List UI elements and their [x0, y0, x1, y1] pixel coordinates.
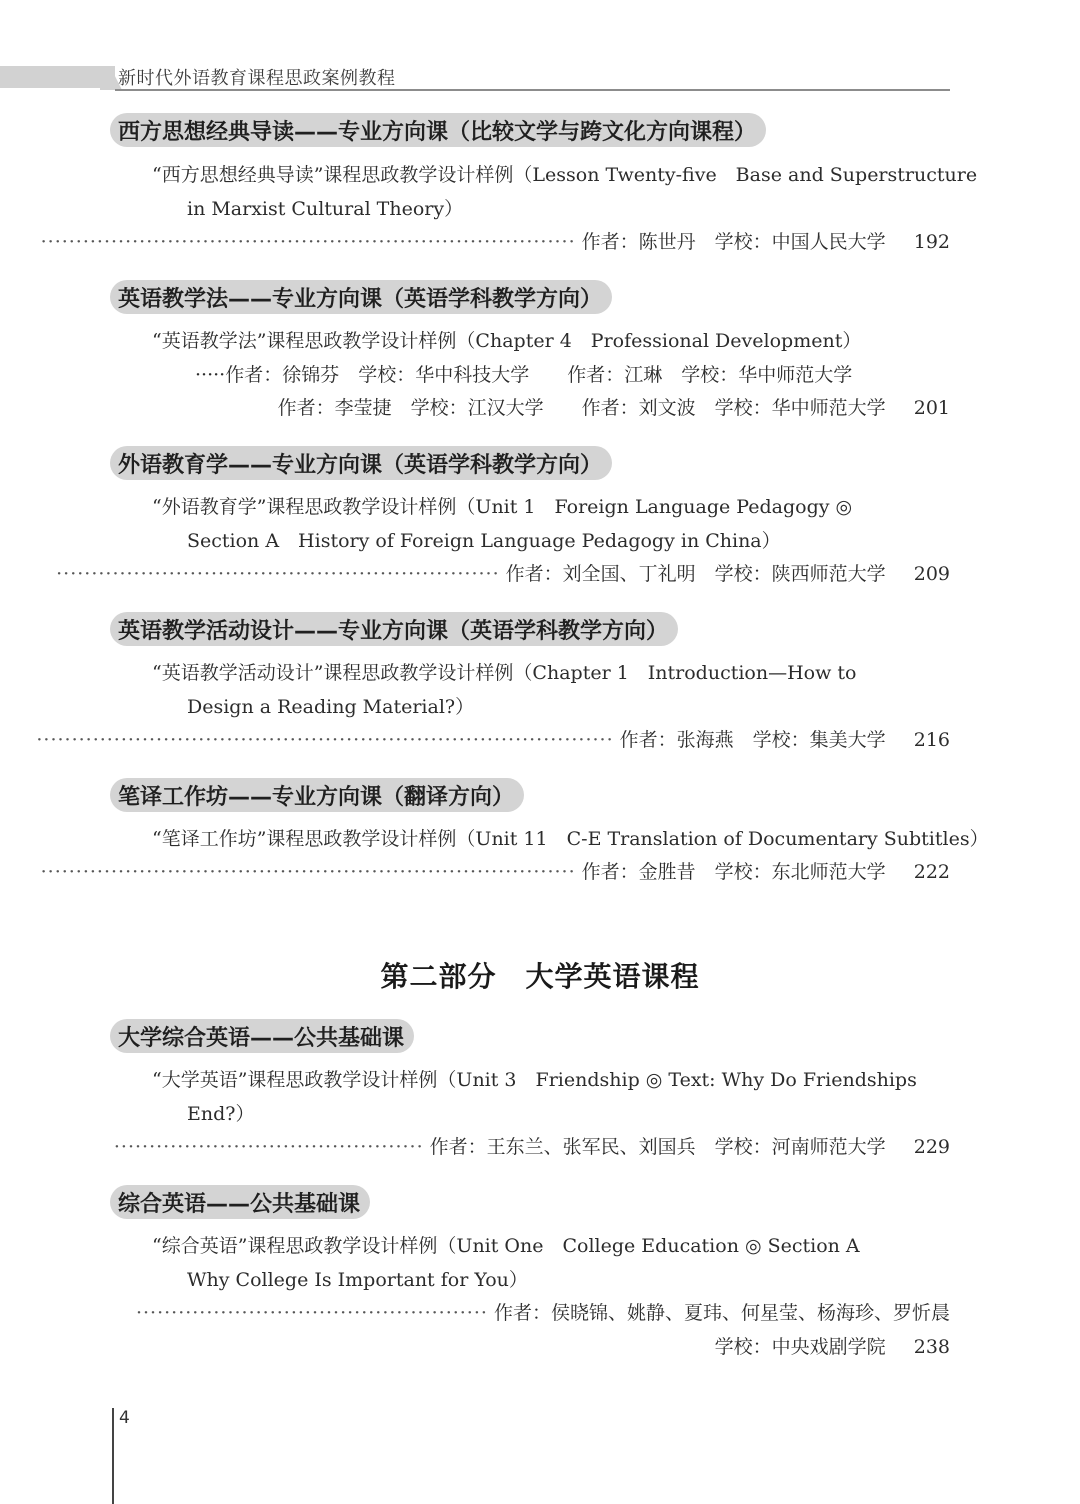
toc-entry-title-cont[interactable]: in Marxist Cultural Theory） [187, 198, 464, 220]
leader-dots: ·················································· [135, 1302, 488, 1324]
footer-rule [112, 1408, 114, 1504]
author-school: 作者：张海燕 学校：集美大学 [619, 729, 886, 751]
folio-page-number: 4 [119, 1408, 130, 1428]
page-number[interactable]: 201 [913, 397, 950, 419]
page-number[interactable]: 192 [913, 231, 950, 253]
toc-entry-title[interactable]: “外语教育学”课程思政教学设计样例（Unit 1 Foreign Language Pedagogy ◎ [152, 496, 853, 518]
toc-entry-title-cont[interactable]: Design a Reading Material?） [187, 696, 475, 718]
toc-entry-title[interactable]: “英语教学活动设计”课程思政教学设计样例（Chapter 1 Introduction—How to [152, 662, 857, 684]
toc-entry-author-line [278, 393, 950, 420]
leader-dots: ······························································· [56, 563, 500, 585]
toc-entry-author-line [41, 227, 950, 254]
toc-entry-title[interactable]: “英语教学法”课程思政教学设计样例（Chapter 4 Professional Development） [152, 330, 862, 352]
author-school: 作者：金胜昔 学校：东北师范大学 [581, 861, 886, 883]
part-title: 第二部分 大学英语课程 [380, 960, 700, 993]
running-header-title: 新时代外语教育课程思政案例教程 [118, 68, 396, 89]
toc-entry-title[interactable]: “大学英语”课程思政教学设计样例（Unit 3 Friendship ◎ Text: Why Do Friendships [152, 1069, 917, 1091]
author-school: 作者：刘全国、丁礼明 学校：陕西师范大学 [505, 563, 886, 585]
page-number[interactable]: 238 [913, 1336, 950, 1358]
toc-entry-author-line [136, 1298, 950, 1325]
toc-entry-title-cont[interactable]: End?） [187, 1103, 255, 1125]
toc-entry-title[interactable]: “笔译工作坊”课程思政教学设计样例（Unit 11 C-E Translation of Documentary Subtitles） [152, 828, 989, 850]
toc-entry-author-line [36, 725, 950, 752]
section-heading: 英语教学活动设计——专业方向课（英语学科教学方向） [110, 612, 678, 646]
page-number[interactable]: 216 [913, 729, 950, 751]
leader-dots: ············································································ [40, 861, 576, 883]
author-school: 作者：陈世丹 学校：中国人民大学 [581, 231, 886, 253]
page-number[interactable]: 209 [913, 563, 950, 585]
toc-entry-title[interactable]: “西方思想经典导读”课程思政教学设计样例（Lesson Twenty-five Base and Superstructure [152, 164, 978, 186]
section-heading: 外语教育学——专业方向课（英语学科教学方向） [110, 446, 612, 480]
page-number[interactable]: 222 [913, 861, 950, 883]
toc-entry-author-line: ·····作者：徐锦芬 学校：华中科技大学 作者：江琳 学校：华中师范大学 [195, 364, 853, 386]
toc-entry-title-cont[interactable]: Section A History of Foreign Language Pedagogy in China） [187, 530, 781, 552]
toc-entry-school-line [715, 1332, 950, 1359]
header-tab-decoration [0, 66, 115, 88]
page-number[interactable]: 229 [913, 1136, 950, 1158]
leader-dots: ············································································ [40, 231, 576, 253]
toc-entry-author-line [41, 857, 950, 884]
leader-dots: ·················································································· [36, 729, 614, 751]
section-heading: 西方思想经典导读——专业方向课（比较文学与跨文化方向课程） [110, 113, 766, 147]
section-heading: 大学综合英语——公共基础课 [110, 1019, 414, 1053]
section-heading: 综合英语——公共基础课 [110, 1185, 370, 1219]
author-school: 作者：王东兰、张军民、刘国兵 学校：河南师范大学 [429, 1136, 886, 1158]
section-heading: 英语教学法——专业方向课（英语学科教学方向） [110, 280, 612, 314]
toc-entry-title[interactable]: “综合英语”课程思政教学设计样例（Unit One College Education ◎ Section A [152, 1235, 860, 1257]
leader-dots: ············································ [113, 1136, 424, 1158]
toc-entry-title-cont[interactable]: Why College Is Important for You） [187, 1269, 528, 1291]
school: 学校：中央戏剧学院 [714, 1336, 886, 1358]
toc-entry-author-line [56, 559, 950, 586]
author-list: 作者：侯晓锦、姚静、夏玮、何星莹、杨海珍、罗忻晨 [493, 1302, 950, 1324]
section-heading: 笔译工作坊——专业方向课（翻译方向） [110, 778, 524, 812]
author-school: 作者：李莹捷 学校：江汉大学 作者：刘文波 学校：华中师范大学 [277, 397, 886, 419]
toc-entry-author-line [114, 1132, 950, 1159]
